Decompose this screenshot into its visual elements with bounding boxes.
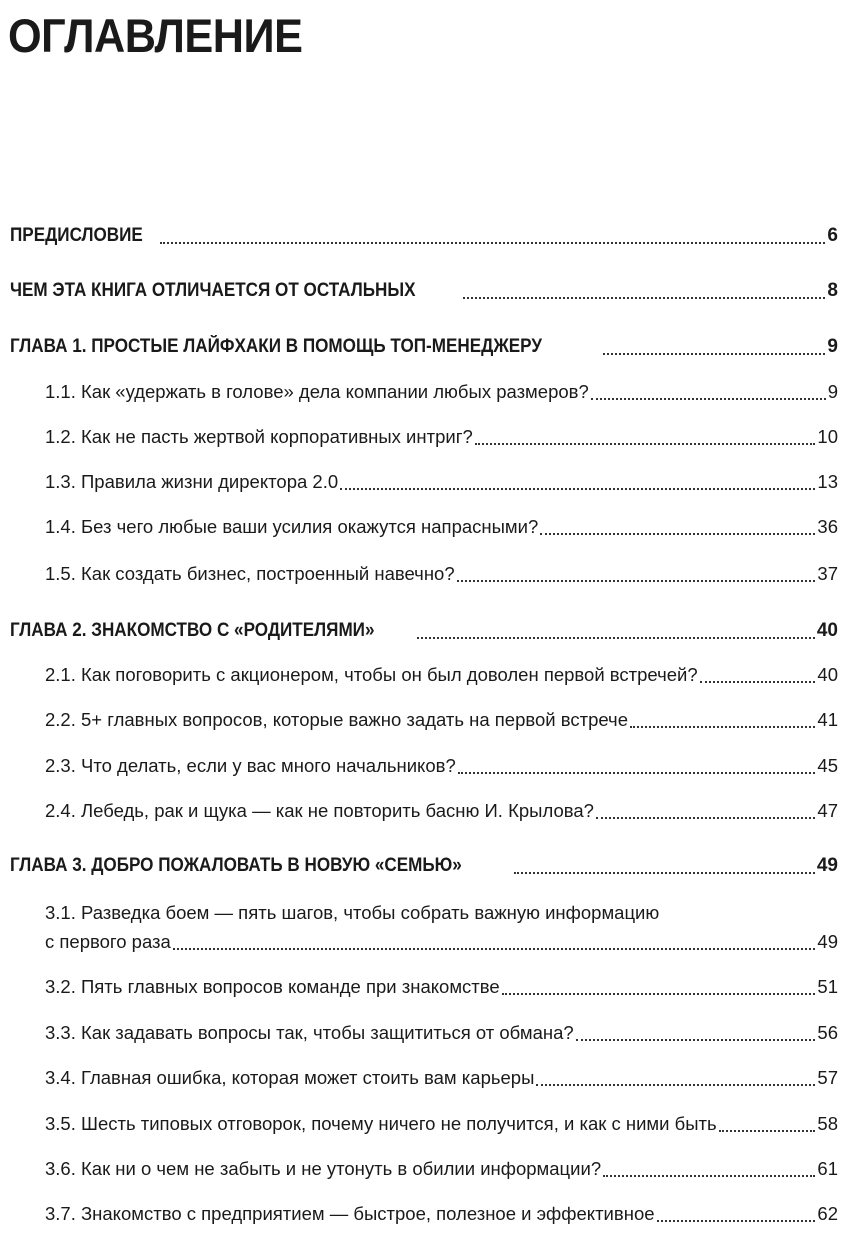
toc-page-number: 9 — [827, 336, 838, 357]
toc-entry-text: ГЛАВА 2. ЗНАКОМСТВО С «РОДИТЕЛЯМИ» — [10, 620, 375, 641]
toc-page-number: 49 — [816, 855, 838, 876]
toc-entry-text: 3.2. Пять главных вопросов команде при знакомстве — [45, 976, 500, 997]
dot-leader — [630, 726, 815, 728]
dot-leader — [576, 1039, 816, 1041]
toc-entry-1-4[interactable] — [45, 513, 838, 541]
toc-entry-text: ЧЕМ ЭТА КНИГА ОТЛИЧАЕТСЯ ОТ ОСТАЛЬНЫХ — [10, 280, 416, 301]
toc-entry-text: 2.1. Как поговорить с акционером, чтобы он был доволен первой встречей? — [45, 664, 698, 685]
dot-leader — [457, 580, 816, 582]
toc-page-number: 56 — [817, 1022, 838, 1043]
toc-entry-text: 2.3. Что делать, если у вас много начальников? — [45, 755, 456, 776]
toc-page-number: 47 — [817, 800, 838, 821]
toc-page-number: 10 — [817, 426, 838, 447]
dot-leader — [603, 353, 825, 355]
toc-page-number: 61 — [817, 1158, 838, 1179]
dot-leader — [340, 488, 815, 490]
toc-entry-text: с первого раза — [45, 931, 171, 952]
toc-entry-text: 3.7. Знакомство с предприятием — быстрое, полезное и эффективное — [45, 1203, 655, 1224]
toc-entry-1-1[interactable] — [45, 378, 838, 406]
dot-leader — [657, 1220, 816, 1222]
toc-entry-text: 1.3. Правила жизни директора 2.0 — [45, 471, 339, 492]
toc-page-number: 37 — [817, 563, 838, 584]
dot-leader — [417, 637, 815, 639]
toc-entry-3-3[interactable] — [45, 1019, 838, 1047]
dot-leader — [596, 817, 815, 819]
dot-leader — [514, 872, 815, 874]
toc-page-number: 62 — [817, 1203, 838, 1224]
toc-page-number: 41 — [817, 709, 838, 730]
toc-entry-2-1[interactable] — [45, 661, 838, 689]
toc-entry-1-2[interactable] — [45, 423, 838, 451]
toc-page-number: 57 — [817, 1067, 838, 1088]
dot-leader — [603, 1175, 815, 1177]
dot-leader — [700, 681, 816, 683]
toc-page-number: 6 — [827, 225, 838, 246]
toc-entry-preface[interactable] — [10, 222, 838, 250]
toc-entry-text: 3.6. Как ни о чем не забыть и не утонуть в обилии информации? — [45, 1158, 602, 1179]
toc-entry-3-1-line1: 3.1. Разведка боем — пять шагов, чтобы собрать важную информацию — [45, 902, 660, 923]
toc-entry-text: 1.5. Как создать бизнес, построенный навечно? — [45, 563, 455, 584]
dot-leader — [160, 242, 826, 244]
toc-entry-text: 2.4. Лебедь, рак и щука — как не повторить басню И. Крылова? — [45, 800, 594, 821]
dot-leader — [463, 297, 826, 299]
dot-leader — [475, 443, 816, 445]
toc-entry-3-6[interactable] — [45, 1155, 838, 1183]
dot-leader — [502, 993, 816, 995]
toc-entry-3-2[interactable] — [45, 973, 838, 1001]
toc-entry-text: 3.3. Как задавать вопросы так, чтобы защититься от обмана? — [45, 1022, 574, 1043]
toc-page-number: 8 — [827, 280, 838, 301]
toc-page-number: 58 — [817, 1113, 838, 1134]
dot-leader — [173, 948, 816, 950]
toc-entry-1-3[interactable] — [45, 468, 838, 496]
dot-leader — [536, 1084, 815, 1086]
toc-page-number: 40 — [816, 620, 838, 641]
toc-entry-chapter-3[interactable] — [10, 852, 838, 880]
toc-entry-text: 1.2. Как не пасть жертвой корпоративных интриг? — [45, 426, 473, 447]
toc-entry-text: 1.4. Без чего любые ваши усилия окажутся напрасными? — [45, 516, 539, 537]
dot-leader — [540, 533, 815, 535]
toc-page-number: 49 — [817, 931, 838, 952]
dot-leader — [719, 1130, 816, 1132]
toc-entry-text: ГЛАВА 1. ПРОСТЫЕ ЛАЙФХАКИ В ПОМОЩЬ ТОП-МЕНЕДЖЕРУ — [10, 336, 543, 357]
toc-entry-text: 3.4. Главная ошибка, которая может стоить вам карьеры — [45, 1067, 535, 1088]
toc-entry-2-4[interactable] — [45, 797, 838, 825]
toc-entry-3-4[interactable] — [45, 1064, 838, 1092]
dot-leader — [591, 398, 826, 400]
toc-entry-text: ГЛАВА 3. ДОБРО ПОЖАЛОВАТЬ В НОВУЮ «СЕМЬЮ» — [10, 855, 462, 876]
toc-entry-2-3[interactable] — [45, 752, 838, 780]
toc-page-number: 51 — [817, 976, 838, 997]
toc-entry-3-7[interactable] — [45, 1200, 838, 1228]
page-title: ОГЛАВЛЕНИЕ — [8, 9, 303, 62]
toc-page-number: 13 — [817, 471, 838, 492]
toc-entry-text: 2.2. 5+ главных вопросов, которые важно задать на первой встрече — [45, 709, 628, 730]
toc-entry-intro[interactable] — [10, 277, 838, 305]
toc-page-number: 40 — [817, 664, 838, 685]
toc-entry-3-1[interactable] — [45, 928, 838, 956]
toc-entry-3-5[interactable] — [45, 1110, 838, 1138]
toc-page-number: 36 — [817, 516, 838, 537]
dot-leader — [458, 772, 816, 774]
toc-entry-text: ПРЕДИСЛОВИЕ — [10, 225, 143, 246]
toc-entry-1-5[interactable] — [45, 560, 838, 588]
toc-entry-2-2[interactable] — [45, 706, 838, 734]
toc-page-number: 45 — [817, 755, 838, 776]
toc-entry-text: 3.5. Шесть типовых отговорок, почему ничего не получится, и как с ними быть — [45, 1113, 717, 1134]
toc-entry-chapter-2[interactable] — [10, 617, 838, 645]
toc-entry-text: 1.1. Как «удержать в голове» дела компании любых размеров? — [45, 381, 589, 402]
toc-page-number: 9 — [827, 381, 838, 402]
toc-entry-chapter-1[interactable] — [10, 333, 838, 361]
